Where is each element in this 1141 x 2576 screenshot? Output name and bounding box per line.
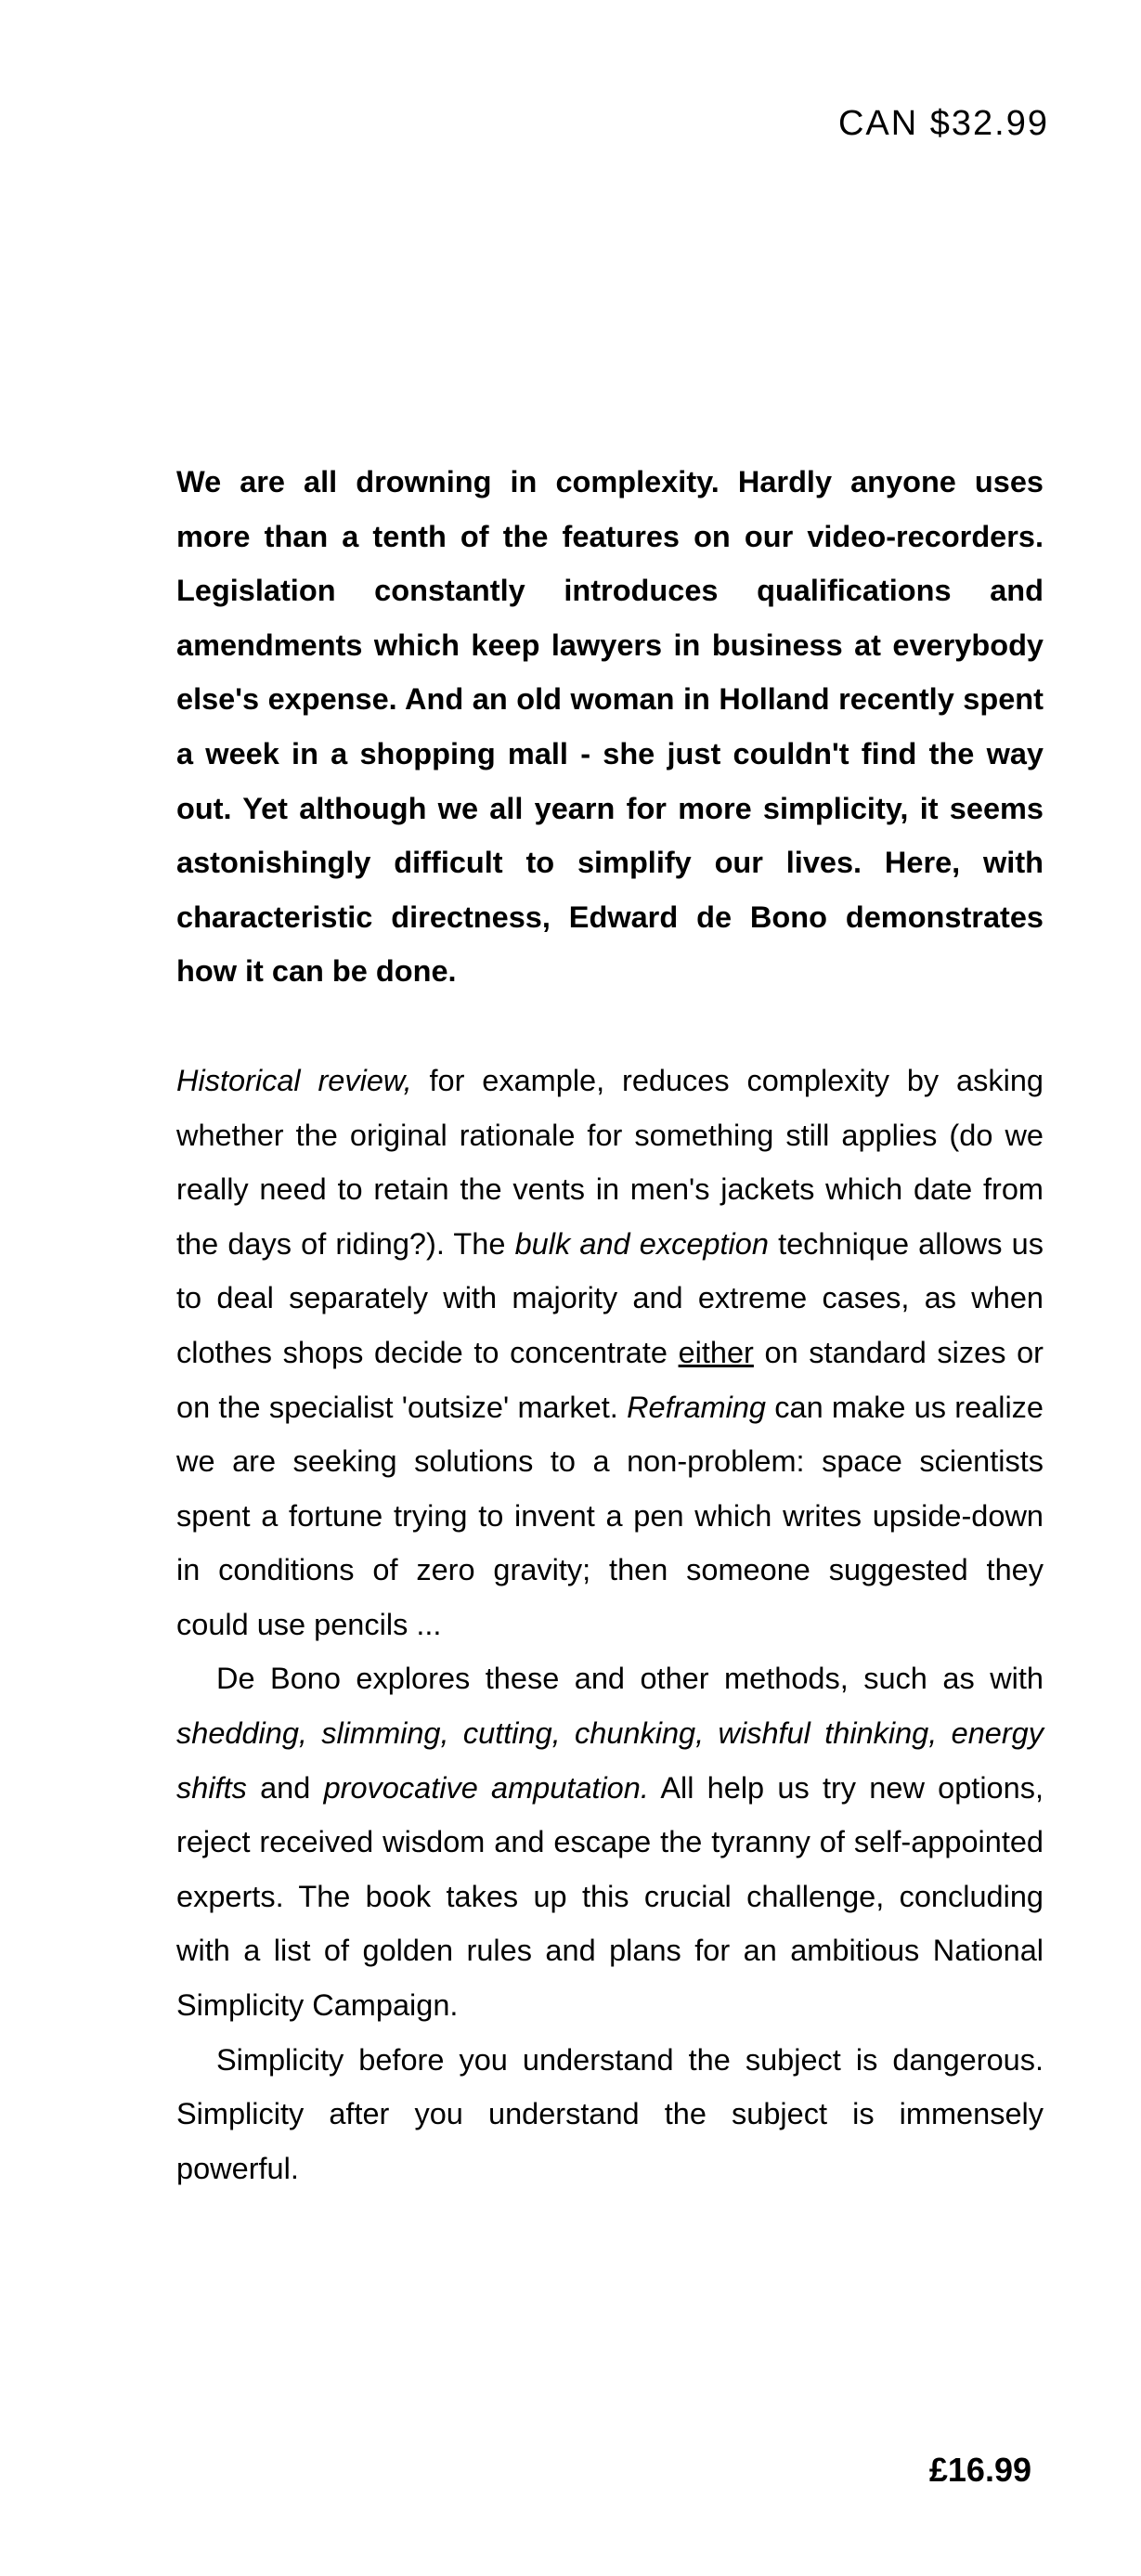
methods-paragraph: Historical review, for example, reduces complexity by asking whether the original rationale for something still applies (do we really need to retain the vents in men's jackets which date from the days of riding?). The bulk and exception technique allows us to deal separately with majority and extreme cases, as when clothes shops decide to concentrate either on standard sizes or on the specialist 'outsize' market. Reframing can make us realize we are seeking solutions to a non-problem: space scientists spent a fortune trying to invent a pen which writes upside-down in conditions of zero gravity; then someone suggested they could use pencils ... [176, 1063, 1044, 1641]
other-methods-paragraph: De Bono explores these and other methods, such as with shedding, slimming, cutting, chunking, wishful thinking, energy shifts and provocative amputation. All help us try new options, reject received wisdom and escape the tyranny of self-appointed experts. The book takes up this crucial challenge, concluding with a list of golden rules and plans for an ambitious National Simplicity Campaign. [176, 1662, 1044, 2023]
historical-review-term: Historical review, [176, 1063, 412, 1097]
either-underlined: either [678, 1335, 754, 1369]
canadian-price: CAN $32.99 [837, 104, 1049, 143]
reframing-term: Reframing [627, 1390, 766, 1424]
methods-list: shedding, slimming, cutting, chunking, wishful thinking, energy shifts [176, 1716, 1044, 1805]
closing-paragraph: Simplicity before you understand the subject is dangerous. Simplicity after you understand the subject is immensely powerful. [176, 2042, 1044, 2185]
intro-paragraph: We are all drowning in complexity. Hardly anyone uses more than a tenth of the features on our video-recorders. Legislation constantly introduces qualifications and amendments which keep lawyers in business at everybody else's expense. And an old woman in Holland recently spent a week in a shopping mall - she just couldn't find the way out. Yet although we all yearn for more simplicity, it seems astonishingly difficult to simplify our lives. Here, with characteristic directness, Edward de Bono demonstrates how it can be done. [176, 465, 1044, 989]
bulk-and-exception-term: bulk and exception [514, 1226, 769, 1261]
uk-price: £16.99 [928, 2451, 1031, 2489]
blurb-text [176, 455, 1044, 2195]
provocative-amputation-term: provocative amputation. [323, 1770, 649, 1805]
